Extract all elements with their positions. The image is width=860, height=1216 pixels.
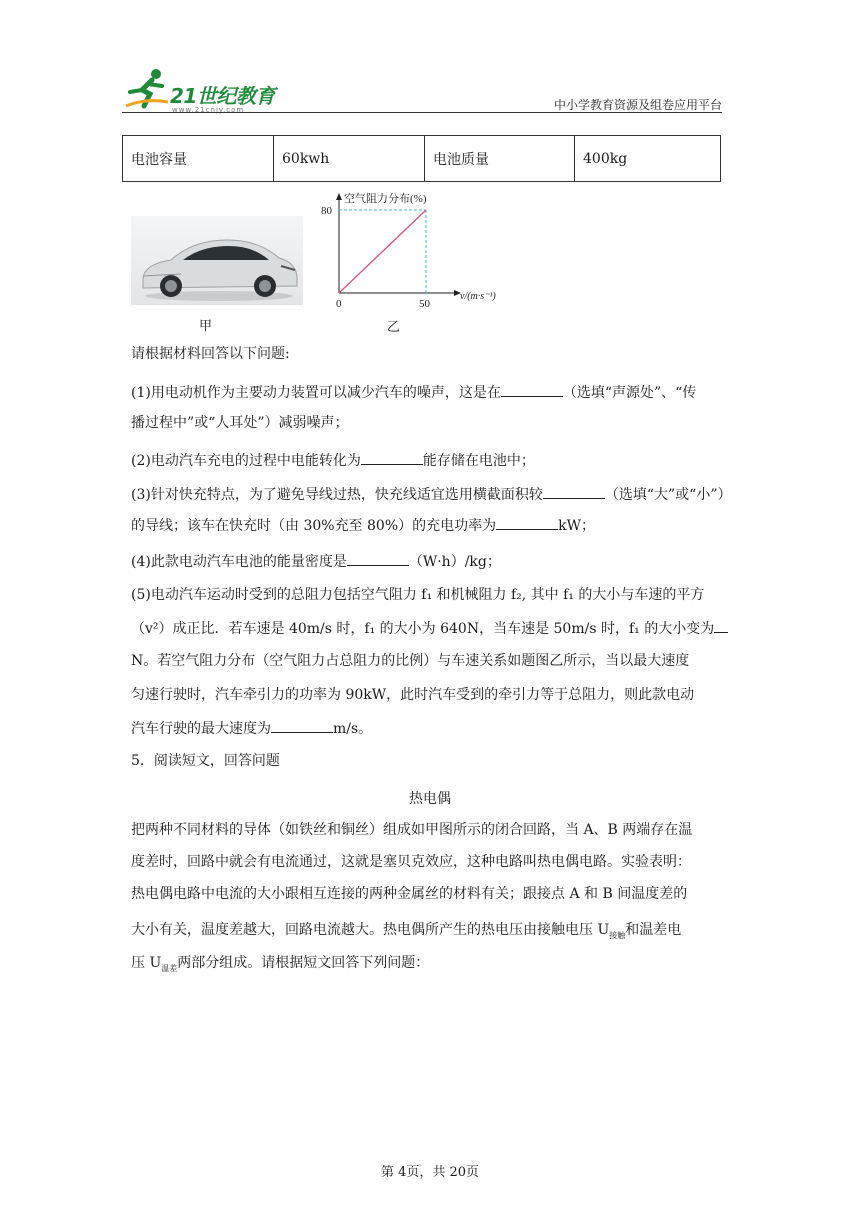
question-4 bbox=[131, 551, 501, 572]
q3-text-b: （选填“大”或“小”） bbox=[604, 487, 732, 503]
question-5-line-3: N。若空气阻力分布（空气阻力占总阻力的比例）与车速关系如题图乙所示，当以最大速度 bbox=[131, 653, 690, 669]
table-cell: 电池容量 bbox=[123, 136, 274, 182]
q3-text-d: kW； bbox=[558, 518, 596, 534]
q1-text-a: (1)用电动机作为主要动力装置可以减少汽车的噪声，这是在 bbox=[131, 385, 501, 401]
x-axis-label: v/(m·s⁻¹) bbox=[460, 291, 496, 302]
table-cell: 电池质量 bbox=[425, 136, 575, 182]
q4-text-a: (4)此款电动汽车电池的能量密度是 bbox=[131, 554, 347, 570]
x-tick-label: 50 bbox=[419, 298, 430, 310]
q3-text-a: (3)针对快充特点，为了避免导线过热，快充线适宜选用横截面积较 bbox=[131, 487, 543, 503]
article-line-4 bbox=[131, 920, 681, 946]
article-text-5b: 两部分组成。请根据短文回答下列问题： bbox=[177, 955, 430, 971]
question-5-line-2 bbox=[131, 618, 728, 639]
air-resistance-chart bbox=[312, 188, 512, 333]
article-text-5a: 压 U bbox=[131, 955, 162, 971]
answer-blank bbox=[714, 618, 728, 633]
series-line bbox=[339, 210, 426, 293]
question-2 bbox=[131, 450, 535, 471]
table-row bbox=[123, 136, 721, 182]
article-line-1: 把两种不同材料的导体（如铁丝和铜丝）组成如甲图所示的闭合回路，当 A、B 两端存在温 bbox=[131, 822, 693, 838]
answer-blank bbox=[496, 515, 558, 530]
answer-blank bbox=[361, 450, 423, 465]
question-5-line-5 bbox=[131, 718, 372, 739]
q5-text-l5b: m/s。 bbox=[333, 721, 373, 737]
section-5-heading: 5．阅读短文，回答问题 bbox=[131, 753, 280, 769]
article-text-4a: 大小有关，温度差越大，回路电流越大。热电偶所产生的热电压由接触电压 U bbox=[131, 922, 610, 938]
answer-blank bbox=[347, 551, 409, 566]
figure-caption-b: 乙 bbox=[387, 320, 401, 335]
question-1-line-2: 播过程中”或“人耳处”）减弱噪声； bbox=[131, 415, 349, 431]
article-line-2: 度差时，回路中就会有电流通过，这就是塞贝克效应，这种电路叫热电偶电路。实验表明： bbox=[131, 854, 691, 870]
article-title: 热电偶 bbox=[409, 791, 451, 807]
subscript-contact: 接触 bbox=[609, 930, 626, 940]
header-divider bbox=[122, 112, 722, 113]
question-3-line-1 bbox=[131, 484, 731, 505]
platform-name: 中小学教育资源及组卷应用平台 bbox=[553, 98, 722, 112]
table-cell: 60kwh bbox=[274, 136, 425, 182]
article-line-5 bbox=[131, 953, 429, 979]
q1-text-b: （选填“声源处”、“传 bbox=[562, 385, 697, 401]
logo bbox=[122, 66, 292, 114]
car-image bbox=[131, 216, 303, 305]
page-footer: 第 4页，共 20页 bbox=[380, 1165, 480, 1180]
article-text-4b: 和温差电 bbox=[625, 922, 682, 938]
y-axis-arrow bbox=[336, 193, 342, 200]
logo-text: 21世纪教育 bbox=[170, 84, 275, 108]
logo-url: www.21cnjy.com bbox=[172, 106, 245, 114]
runner-logo-icon bbox=[122, 66, 170, 112]
q5-text-l5a: 汽车行驶的最大速度为 bbox=[131, 721, 271, 737]
q2-text-a: (2)电动汽车充电的过程中电能转化为 bbox=[131, 453, 361, 469]
subscript-temp-diff: 温差 bbox=[161, 963, 178, 973]
question-5-line-1: (5)电动汽车运动时受到的总阻力包括空气阻力 f₁ 和机械阻力 f₂, 其中 f₁ 的大小与车速的平方 bbox=[131, 587, 705, 603]
answer-blank bbox=[543, 484, 605, 499]
battery-spec-table bbox=[122, 135, 721, 182]
y-axis-label: 空气阻力分布(%) bbox=[344, 193, 427, 205]
table-cell: 400kg bbox=[575, 136, 721, 182]
page-header bbox=[122, 66, 722, 116]
q4-text-b: （W·h）/kg； bbox=[408, 554, 501, 570]
questions-intro: 请根据材料回答以下问题: bbox=[131, 346, 290, 362]
q3-text-c: 的导线；该车在快充时（由 30%充至 80%）的充电功率为 bbox=[131, 518, 497, 534]
question-3-line-2 bbox=[131, 515, 595, 536]
q2-text-b: 能存储在电池中； bbox=[422, 453, 535, 469]
y-tick-label: 80 bbox=[321, 205, 332, 217]
answer-blank bbox=[271, 718, 333, 733]
question-1-line-1 bbox=[131, 382, 696, 403]
figure-caption-a: 甲 bbox=[199, 319, 213, 334]
x-tick-label-origin: 0 bbox=[336, 298, 342, 310]
answer-blank bbox=[501, 382, 563, 397]
article-line-3: 热电偶电路中电流的大小跟相互连接的两种金属丝的材料有关；跟接点 A 和 B 间温度差的 bbox=[131, 886, 688, 902]
car-illustration bbox=[131, 216, 303, 305]
question-5-line-4: 匀速行驶时，汽车牵引力的功率为 90kW，此时汽车受到的牵引力等于总阻力，则此款电动 bbox=[131, 687, 695, 703]
q5-text-l2: （v²）成正比．若车速是 40m/s 时，f₁ 的大小为 640N，当车速是 50m/s 时，f₁ 的大小变为 bbox=[131, 621, 715, 637]
